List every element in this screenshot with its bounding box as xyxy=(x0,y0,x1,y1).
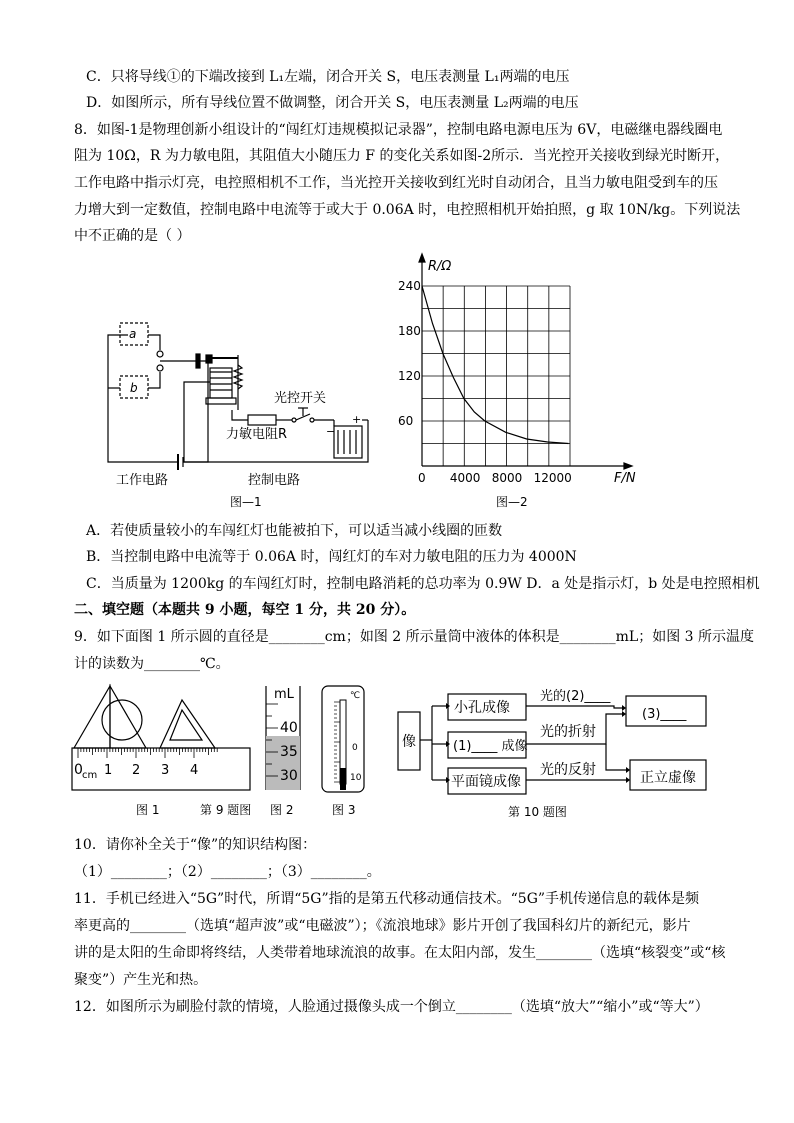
x-tick-label: 8000 xyxy=(491,471,523,485)
light-blank-2: 光的(2)____ xyxy=(540,689,611,704)
label-a: a xyxy=(129,327,137,341)
refraction-imaging: (1)____ 成像 xyxy=(453,739,528,754)
option-b-q8: B．当控制电路中电流等于 0.06A 时，闯红灯的车对力敏电阻的压力为 4000N xyxy=(86,549,577,565)
x-axis-label: F/N xyxy=(614,471,636,486)
question-10-line1: 10．请你补全关于“像”的知识结构图： xyxy=(74,837,317,853)
ruler-num-0: 0 xyxy=(74,762,83,778)
option-cd-q8: C．当质量为 1200kg 的车闯红灯时，控制电路消耗的总功率为 0.9W D．a 处是指示灯，b 处是电控照相机 xyxy=(86,576,760,592)
ruler-num-1: 1 xyxy=(104,763,113,778)
x-axis-arrow xyxy=(624,463,632,469)
ruler-num-2: 2 xyxy=(132,763,141,778)
y-axis-arrow xyxy=(419,254,425,262)
cylinder-30: 30 xyxy=(280,768,298,784)
x-tick-label: 0 xyxy=(418,471,426,485)
y-tick-label: 240 xyxy=(398,279,421,293)
light-refraction: 光的折射 xyxy=(540,724,596,740)
question-8-line1: 8．如图-1是物理创新小组设计的“闯红灯违规模拟记录器”，控制电路电源电压为 6V，电磁继电器线圈电 xyxy=(74,122,723,138)
question-10-line2: （1）________；（2）________；（3）________。 xyxy=(74,864,381,880)
ruler-unit: cm xyxy=(82,770,98,781)
control-circuit-label: 控制电路 xyxy=(248,473,301,488)
battery-plus: + xyxy=(352,413,362,426)
blank-3-box: (3)____ xyxy=(642,707,687,722)
y-axis-label: R/Ω xyxy=(428,259,452,274)
plane-mirror-imaging: 平面镜成像 xyxy=(451,774,521,790)
question-12-line1: 12．如图所示为刷脸付款的情境，人脸通过摄像头成一个倒立________（选填“放大”“缩小”或“等大”） xyxy=(74,999,709,1015)
thermo-0: 0 xyxy=(352,743,358,753)
light-reflection: 光的反射 xyxy=(540,762,596,778)
battery-minus: − xyxy=(326,425,336,438)
section-2-heading: 二、填空题（本题共 9 小题，每空 1 分，共 20 分）。 xyxy=(74,602,416,618)
option-d-q7: D．如图所示，所有导线位置不做调整，闭合开关 S，电压表测量 L₂两端的电压 xyxy=(86,95,579,111)
cylinder-40: 40 xyxy=(280,720,298,736)
question-8-line4: 力增大到一定数值，控制电路中电流等于或大于 0.06A 时，电控照相机开始拍照，g 取 10N/kg。下列说法 xyxy=(74,202,741,218)
cylinder-35: 35 xyxy=(280,744,298,760)
question-9-line1: 9．如下面图 1 所示圆的直径是________cm；如图 2 所示量筒中液体的体积是________mL；如图 3 所示温度 xyxy=(74,629,755,645)
caption-q9: 第 9 题图 xyxy=(200,803,252,817)
y-tick-label: 60 xyxy=(398,414,414,428)
question-9-line2: 计的读数为________℃。 xyxy=(74,656,230,672)
ruler-num-4: 4 xyxy=(190,763,199,778)
upright-virtual-image: 正立虚像 xyxy=(640,770,696,786)
ruler-num-3: 3 xyxy=(161,763,170,778)
question-11-line2: 率更高的________（选填“超声波”或“电磁波”）；《流浪地球》影片开创了我国科幻片的新纪元，影片 xyxy=(74,918,691,934)
x-tick-label: 4000 xyxy=(449,471,481,485)
thermo-unit: ℃ xyxy=(350,691,361,701)
option-c-q7: C．只将导线①的下端改接到 L₁左端，闭合开关 S，电压表测量 L₁两端的电压 xyxy=(86,69,570,85)
label-b: b xyxy=(130,381,138,395)
figure-1-caption: 图—1 xyxy=(230,495,262,509)
work-circuit-label: 工作电路 xyxy=(116,473,169,488)
caption-fig3: 图 3 xyxy=(332,803,356,817)
x-tick-label: 12000 xyxy=(533,471,572,485)
question-11-line3: 讲的是太阳的生命即将终结，人类带着地球流浪的故事。在太阳内部，发生________（选填“核裂变”或“核 xyxy=(74,945,726,961)
r-vs-f-curve xyxy=(422,286,569,444)
light-switch-label: 光控开关 xyxy=(274,391,327,406)
cylinder-unit: mL xyxy=(274,687,294,702)
question-11-line1: 11．手机已经进入“5G”时代，所谓“5G”指的是第五代移动通信技术。“5G”手机传递信息的载体是频 xyxy=(74,891,700,907)
question-8-line5: 中不正确的是（ ） xyxy=(74,228,191,244)
option-a-q8: A．若使质量较小的车闯红灯也能被拍下，可以适当减小线圈的匝数 xyxy=(86,523,503,539)
question-8-line3: 工作电路中指示灯亮，电控照相机不工作，当光控开关接收到红光时自动闭合，且当力敏电阻受到车的压 xyxy=(74,175,718,191)
thermo-10: 10 xyxy=(350,773,362,783)
figure-1-circuit xyxy=(98,310,378,520)
figure-10-image-structure xyxy=(396,684,716,824)
y-tick-label: 120 xyxy=(398,369,421,383)
figure-2-chart xyxy=(396,252,646,514)
question-11-line4: 聚变”）产生光和热。 xyxy=(74,972,208,988)
pinhole-imaging: 小孔成像 xyxy=(454,700,510,716)
y-tick-label: 180 xyxy=(398,324,421,338)
force-resistor-label: 力敏电阻R xyxy=(226,427,288,442)
caption-fig1: 图 1 xyxy=(136,803,160,817)
image-node: 像 xyxy=(402,734,416,750)
caption-q10: 第 10 题图 xyxy=(508,805,567,819)
caption-fig2: 图 2 xyxy=(270,803,294,817)
question-8-line2: 阻为 10Ω，R 为力敏电阻，其阻值大小随压力 F 的变化关系如图-2所示．当光控开关接收到绿光时断开， xyxy=(74,148,730,164)
figure-9-measurements xyxy=(70,682,390,822)
figure-2-caption: 图—2 xyxy=(496,495,528,509)
